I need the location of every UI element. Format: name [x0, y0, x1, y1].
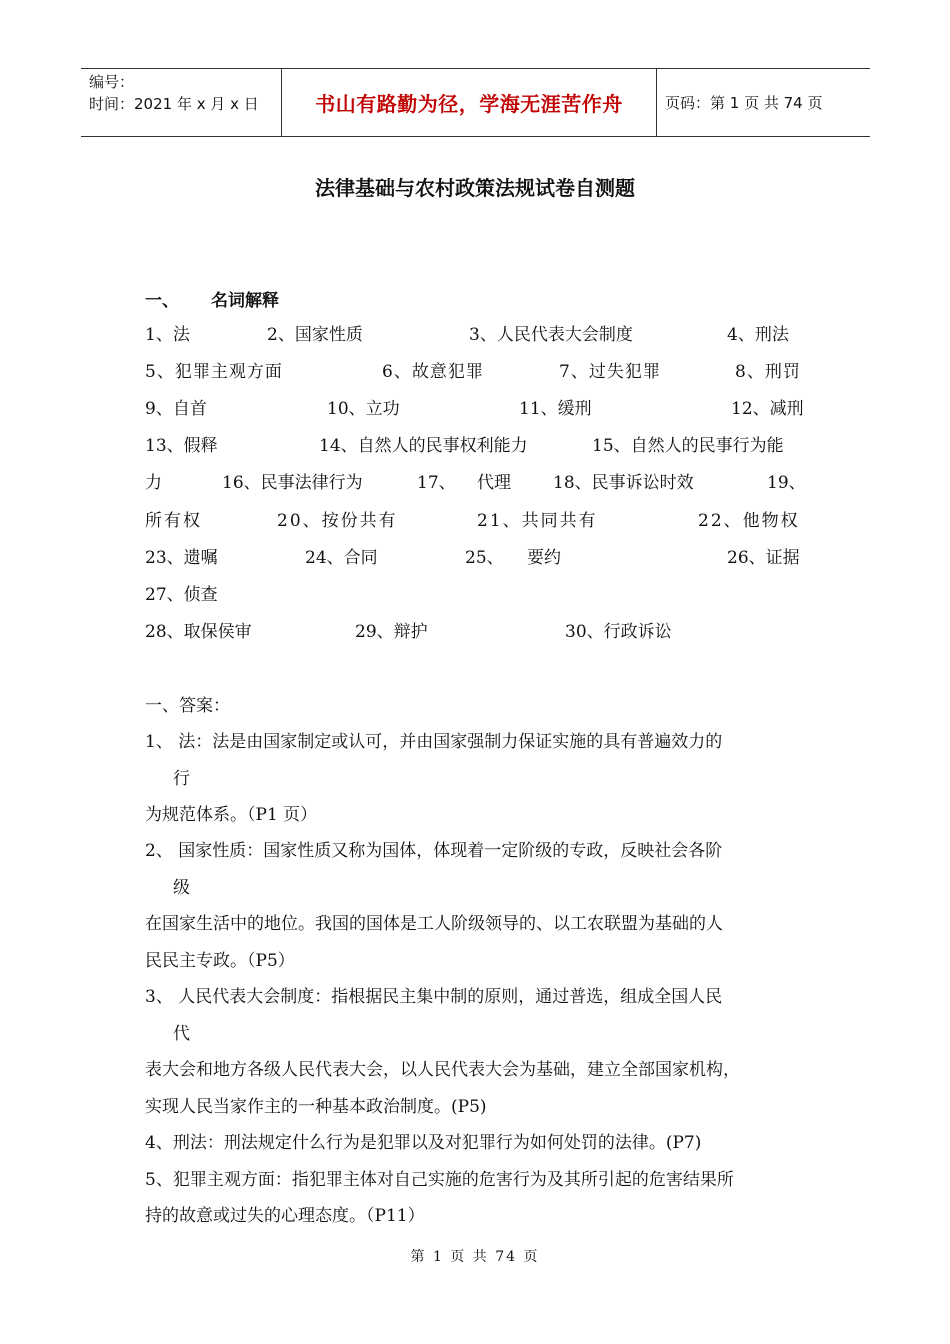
answer-line: 代 — [173, 1024, 190, 1044]
answer-line: 3、 人民代表大会制度：指根据民主集中制的原则，通过普选，组成全国人民 — [145, 987, 723, 1007]
term-item: 力 — [145, 473, 162, 493]
term-row — [145, 431, 805, 461]
term-item: 9、自首 — [145, 399, 207, 419]
term-item: 21、共同共有 — [477, 511, 598, 531]
term-item: 13、假释 — [145, 436, 218, 456]
term-item: 17、 — [417, 473, 456, 493]
term-item: 8、刑罚 — [735, 362, 801, 382]
term-item: 23、遗嘱 — [145, 548, 218, 568]
term-row — [145, 394, 805, 424]
page-title: 法律基础与农村政策法规试卷自测题 — [315, 176, 635, 200]
term-item: 22、他物权 — [698, 511, 800, 531]
answer-line: 1、 法：法是由国家制定或认可，并由国家强制力保证实施的具有普遍效力的 — [145, 732, 723, 752]
answer-line: 4、刑法：刑法规定什么行为是犯罪以及对犯罪行为如何处罚的法律。(P7) — [145, 1133, 702, 1153]
term-item: 要约 — [527, 548, 561, 568]
motto-text: 书山有路勤为径，学海无涯苦作舟 — [315, 92, 623, 116]
term-item: 19、 — [767, 473, 806, 493]
answer-line: 2、 国家性质：国家性质又称为国体，体现着一定阶级的专政，反映社会各阶 — [145, 841, 723, 861]
header-page-code: 页码：第 1 页 共 74 页 — [665, 94, 823, 112]
term-item: 4、刑法 — [727, 325, 789, 345]
term-item: 3、人民代表大会制度 — [469, 325, 633, 345]
term-item: 20、按份共有 — [277, 511, 398, 531]
term-row — [145, 320, 805, 350]
answer-line: 为规范体系。（P1 页） — [145, 805, 318, 825]
page-footer: 第 1 页 共 74 页 — [410, 1249, 540, 1265]
answer-heading: 一、答案： — [145, 696, 230, 716]
term-item: 27、侦查 — [145, 585, 218, 605]
term-row — [145, 357, 805, 387]
answer-line: 实现人民当家作主的一种基本政治制度。(P5) — [145, 1097, 487, 1117]
term-item: 6、故意犯罪 — [382, 362, 484, 382]
term-item: 1、法 — [145, 325, 190, 345]
term-item: 所有权 — [145, 511, 202, 531]
header-motto-cell — [281, 69, 657, 136]
number-label: 编号： — [89, 73, 135, 91]
term-item: 5、犯罪主观方面 — [145, 362, 283, 382]
term-item: 25、 — [465, 548, 504, 568]
section-number: 一、 — [145, 291, 179, 311]
term-item: 14、自然人的民事权利能力 — [319, 436, 528, 456]
section-heading — [145, 286, 279, 311]
section-label: 名词解释 — [211, 291, 279, 311]
answer-line: 5、犯罪主观方面：指犯罪主体对自己实施的危害行为及其所引起的危害结果所 — [145, 1170, 734, 1190]
term-row — [145, 506, 805, 536]
term-item: 16、民事法律行为 — [222, 473, 363, 493]
term-item: 15、自然人的民事行为能 — [592, 436, 784, 456]
term-item: 24、合同 — [305, 548, 378, 568]
term-row — [145, 468, 805, 498]
term-item: 30、行政诉讼 — [565, 622, 672, 642]
term-item: 10、立功 — [327, 399, 400, 419]
term-item: 代理 — [477, 473, 511, 493]
term-row — [145, 543, 805, 573]
time-label: 时间：2021 年 x 月 x 日 — [89, 95, 259, 113]
term-row — [145, 617, 805, 647]
answer-line: 民民主专政。（P5） — [145, 951, 295, 971]
term-item: 18、民事诉讼时效 — [553, 473, 694, 493]
term-item: 2、国家性质 — [267, 325, 363, 345]
term-item: 28、取保侯审 — [145, 622, 252, 642]
answer-line: 级 — [173, 878, 190, 898]
answer-line: 在国家生活中的地位。我国的国体是工人阶级领导的、以工农联盟为基础的人 — [145, 914, 723, 934]
answer-line: 行 — [173, 769, 190, 789]
answer-line: 表大会和地方各级人民代表大会，以人民代表大会为基础，建立全部国家机构， — [145, 1060, 740, 1080]
term-item: 11、缓刑 — [519, 399, 592, 419]
term-item: 29、辩护 — [355, 622, 428, 642]
term-item: 26、证据 — [727, 548, 800, 568]
document-header — [81, 68, 870, 137]
answer-line: 持的故意或过失的心理态度。（P11） — [145, 1206, 425, 1226]
term-item: 12、减刑 — [731, 399, 804, 419]
header-meta — [81, 69, 281, 136]
term-row — [145, 580, 805, 610]
term-item: 7、过失犯罪 — [559, 362, 661, 382]
